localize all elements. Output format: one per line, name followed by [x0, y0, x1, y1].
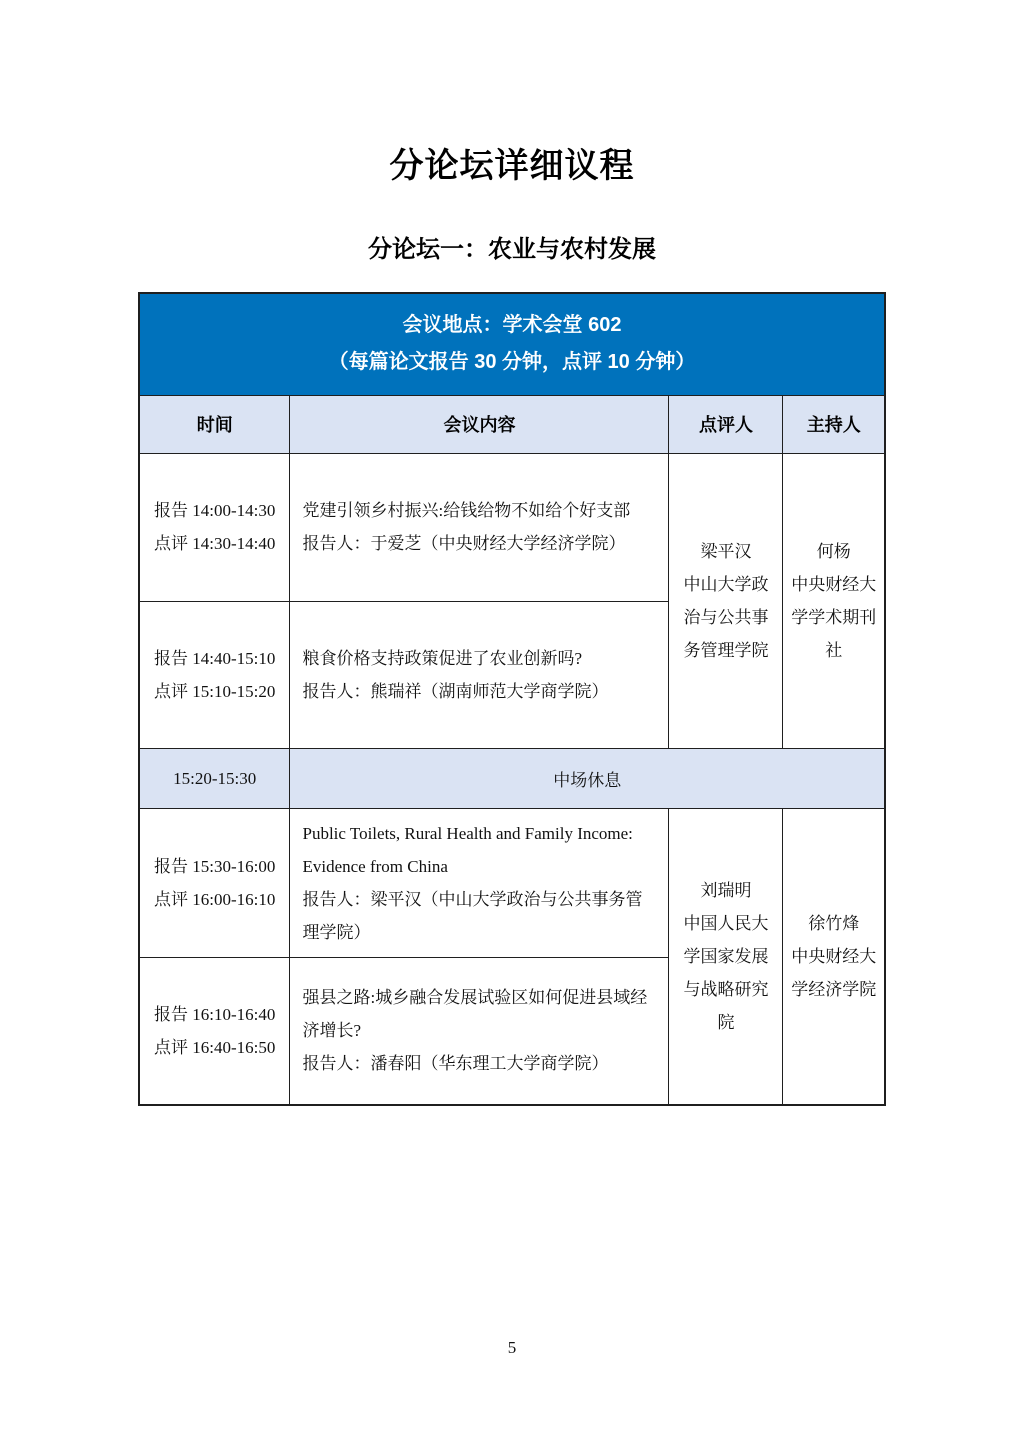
session-time [139, 453, 290, 601]
presenter-line: 报告人：梁平汉（中山大学政治与公共事务管理学院） [302, 889, 643, 942]
discussant-cell [669, 808, 783, 1105]
header-content: 会议内容 [290, 395, 669, 453]
presenter-line: 报告人：于爱芝（中央财经大学经济学院） [302, 534, 626, 553]
discussant-name: 刘瑞明 [700, 880, 752, 900]
break-label: 中场休息 [290, 748, 885, 808]
presenter-line: 报告人：熊瑞祥（湖南师范大学商学院） [302, 681, 609, 701]
chair-cell [783, 808, 885, 1105]
paper-title: 强县之路:城乡融合发展试验区如何促进县域经济增长? [302, 988, 648, 1041]
discussant-affiliation: 中山大学政治与公共事务管理学院 [683, 574, 769, 660]
report-time: 报告 14:00-14:30 [154, 501, 276, 520]
header-discussant: 点评人 [669, 395, 783, 453]
session-time [139, 957, 290, 1105]
presenter-line: 报告人：潘春阳（华东理工大学商学院） [302, 1054, 609, 1074]
page-number: 5 [507, 1338, 517, 1357]
chair-cell [783, 453, 885, 748]
session-time [139, 601, 290, 748]
report-time: 报告 15:30-16:00 [154, 856, 276, 876]
chair-name: 何杨 [816, 541, 851, 561]
page-subtitle: 分论坛一：农业与农村发展 [368, 236, 656, 263]
header-time: 时间 [139, 395, 290, 453]
venue-banner [139, 293, 885, 395]
chair-name: 徐竹烽 [808, 913, 860, 933]
column-header-row [139, 395, 885, 453]
paper-title: 党建引领乡村振兴:给钱给物不如给个好支部 [302, 501, 631, 520]
comment-time: 点评 16:00-16:10 [154, 889, 276, 909]
report-time: 报告 14:40-15:10 [154, 648, 276, 668]
break-time: 15:20-15:30 [139, 748, 290, 808]
discussant-cell [669, 453, 783, 748]
comment-time: 点评 14:30-14:40 [154, 534, 276, 553]
session-content [290, 601, 669, 748]
break-row [139, 748, 885, 808]
chair-affiliation: 中央财经大学经济学院 [791, 946, 877, 999]
timing-note-line: （每篇论文报告 30 分钟，点评 10 分钟） [328, 351, 696, 374]
session-row [139, 808, 885, 957]
header-chair: 主持人 [783, 395, 885, 453]
session-time [139, 808, 290, 957]
session-row [139, 453, 885, 601]
chair-affiliation: 中央财经大学学术期刊社 [791, 574, 877, 660]
banner-row [139, 293, 885, 395]
session-content [290, 957, 669, 1105]
comment-time: 点评 16:40-16:50 [154, 1037, 276, 1057]
venue-line: 会议地点：学术会堂 602 [402, 314, 622, 337]
discussant-affiliation: 中国人民大学国家发展与战略研究院 [683, 913, 769, 1032]
comment-time: 点评 15:10-15:20 [154, 681, 276, 701]
paper-title: Public Toilets, Rural Health and Family Income: Evidence from China [302, 823, 633, 876]
discussant-name: 梁平汉 [700, 541, 752, 561]
page-title: 分论坛详细议程 [389, 147, 635, 185]
session-content [290, 808, 669, 957]
session-content [290, 453, 669, 601]
paper-title: 粮食价格支持政策促进了农业创新吗? [302, 648, 583, 668]
report-time: 报告 16:10-16:40 [154, 1004, 276, 1024]
agenda-table [138, 292, 886, 1106]
